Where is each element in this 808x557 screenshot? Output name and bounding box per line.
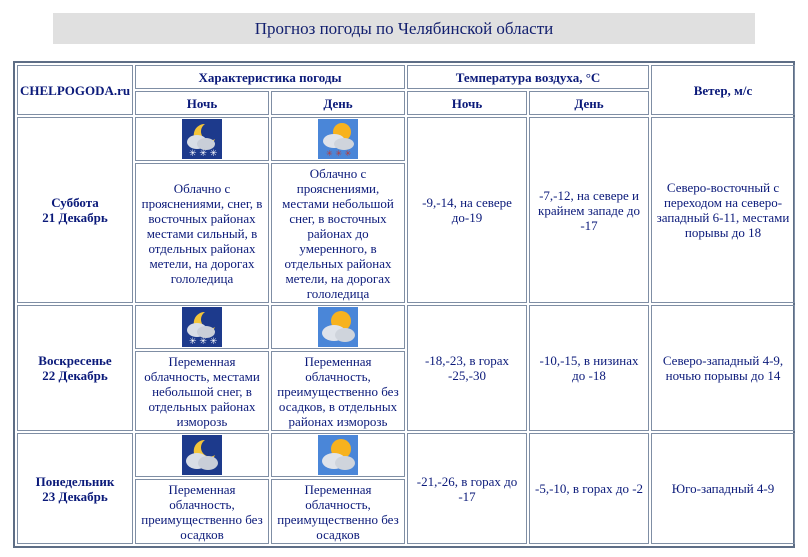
date: 21 Декабрь [42, 210, 108, 226]
night-moon-cloud-icon [182, 435, 222, 475]
date: 22 Декабрь [42, 368, 108, 384]
header-weather: Характеристика погоды [135, 65, 405, 89]
day-description: Переменная облачность, преимущественно без осадков [271, 479, 405, 544]
night-temp: -9,-14, на севере до-19 [407, 117, 527, 303]
day-icon-cell [271, 433, 405, 477]
forecast-table-frame [13, 61, 795, 548]
night-icon-cell [135, 433, 269, 477]
wind: Северо-западный 4-9, ночью порывы до 14 [651, 305, 795, 431]
day-label [17, 433, 133, 544]
weekday: Суббота [51, 195, 99, 211]
night-description: Переменная облачность, местами небольшой снег, в отдельных районах изморозь [135, 351, 269, 431]
wind: Северо-восточный с переходом на северо-западный 6-11, местами порывы до 18 [651, 117, 795, 303]
day-icon-cell [271, 117, 405, 161]
header-temperature: Температура воздуха, °C [407, 65, 649, 89]
svg-text:✳ ✳ ✳: ✳ ✳ ✳ [326, 149, 352, 158]
day-temp: -7,-12, на севере и крайнем западе до -17 [529, 117, 649, 303]
svg-text:✳ ✳ ✳: ✳ ✳ ✳ [189, 337, 218, 348]
day-description: Переменная облачность, преимущественно без осадков, в отдельных районах изморозь [271, 351, 405, 431]
night-temp: -21,-26, в горах до -17 [407, 433, 527, 544]
sun-behind-cloud-icon [318, 307, 358, 347]
night-description: Облачно с прояснениями, снег, в восточных районах местами сильный, в отдельных районах метели, на дорогах гололедица [135, 163, 269, 303]
day-label [17, 117, 133, 303]
header-wind: Ветер, м/с [651, 65, 795, 115]
sun-behind-cloud-icon [318, 435, 358, 475]
header-weather-night: Ночь [135, 91, 269, 115]
night-icon-cell [135, 305, 269, 349]
svg-text:✳ ✳ ✳: ✳ ✳ ✳ [189, 149, 218, 159]
header-weather-day: День [271, 91, 405, 115]
night-temp: -18,-23, в горах -25,-30 [407, 305, 527, 431]
date: 23 Декабрь [42, 488, 108, 504]
wind: Юго-западный 4-9 [651, 433, 795, 544]
day-icon-cell [271, 305, 405, 349]
header-temp-night: Ночь [407, 91, 527, 115]
page-title: Прогноз погоды по Челябинской области [53, 13, 755, 44]
weekday: Понедельник [35, 473, 115, 489]
night-moon-cloud-snow-icon [182, 119, 222, 159]
night-icon-cell [135, 117, 269, 161]
day-description: Облачно с прояснениями, местами небольшой снег, в восточных районах до умеренного, в отдельных районах метели, на дорогах гололедица [271, 163, 405, 303]
day-temp: -10,-15, в низинах до -18 [529, 305, 649, 431]
night-description: Переменная облачность, преимущественно без осадков [135, 479, 269, 544]
day-temp: -5,-10, в горах до -2 [529, 433, 649, 544]
day-label [17, 305, 133, 431]
night-moon-cloud-snow-icon [182, 307, 222, 347]
sun-cloud-snow-icon [318, 119, 358, 159]
forecast-table [15, 63, 797, 546]
header-temp-day: День [529, 91, 649, 115]
weekday: Воскресенье [38, 353, 112, 369]
site-name: CHELPOGODA.ru [17, 65, 133, 115]
